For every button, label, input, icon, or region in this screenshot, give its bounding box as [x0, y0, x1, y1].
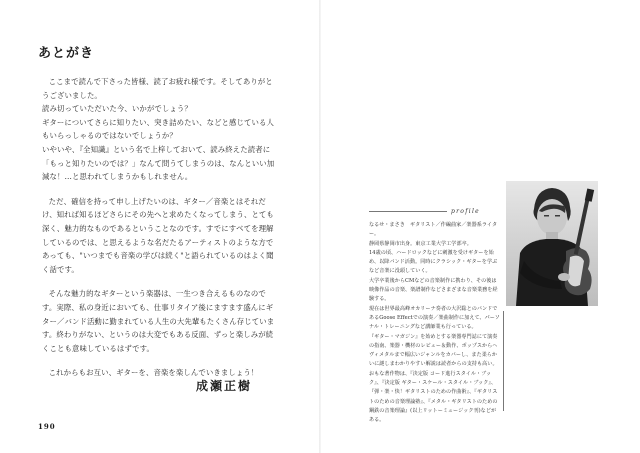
profile-divider — [369, 211, 447, 212]
paragraph-text: ギターについてさらに知りたい、突き詰めたい、などと感じている人もいらっしゃるのではないでしょうか？ — [42, 117, 274, 141]
paragraph-text: いやいや、『全知識』という名で上梓しておいて、読み終えた読者に「もっと知りたいのでは？」なんて問うてしまうのは、なんといい加減な！…と思われてしまうかもしれません。 — [42, 144, 275, 182]
profile-line: 静岡県静岡市出身。東京工業大学工学部卒。 — [369, 240, 472, 247]
profile-text — [369, 221, 501, 426]
profile-line: 『ギター・マガジン』を始めとする楽器専門誌にて演奏の指南、楽器・機材のレビュー＆動作、ポップスからヘヴィメタルまで幅広いジャンルをカバーし、また柔らかいに謎しまわかりやすい解説は読者からの支持も高い。 — [369, 333, 498, 368]
paragraph-text: ここまで読んで下さった皆様、読了お疲れ様です。そしてありがとうございました。 — [42, 77, 273, 100]
profile-line: 大学卒業後からCMなどの音楽制作に携わり、その後は映像作品の音楽、楽譜制作などさまざまな音楽業務を経験する。 — [369, 277, 498, 303]
paragraph-1 — [42, 75, 278, 184]
profile-vertical-rule — [503, 311, 504, 411]
paragraph-3 — [42, 287, 278, 355]
paragraph-text: ただ、確信を持って申し上げたいのは、ギター／音楽とはそれだけ、知れば知るほどさらにその先へと求めたくなってしまう、とても深く、魅力的なものであるということなのです。すでにすべてを理解しているのでは、と思えるような名だたるアーティストのような方であっても、"いつまでも音楽の学びは続く"と語られているのはよく聞く話です。 — [42, 196, 274, 274]
paragraph-text: これからもお互い、ギターを、音楽を楽しんでいきましょう！ — [48, 368, 259, 378]
paragraph-text: そんな魅力的なギターという楽器は、一生つき合えるものなのです。実際、私の身近においても、仕事リタイア後にますます盛んにギター／バンド活動に勤まれている人生の大先輩もたくさん存じています。終わりがない、というのは大変でもある反面、ずっと楽しみが続くことも意味しているはずです。 — [42, 289, 275, 353]
profile-line: おもな著作物は、『決定版 コード進行スタイル・ブック』、『決定版 ギター・スケール・スタイル・ブック』、『弾・楽・快！ギタリストのための作曲術』、『ギタリストのための音楽理論塾』、『メタル・ギタリストのための鋼鉄の音楽理論』(以上リットーミュージック刊)などがある。 — [369, 370, 498, 424]
profile-label: profile — [451, 208, 481, 215]
portrait-illustration — [506, 181, 598, 306]
profile-line: なるせ・まさき ギタリスト／作編曲家／楽器系ライター。 — [369, 222, 498, 238]
author-signature: 成瀬正樹 — [196, 379, 253, 393]
left-page — [0, 0, 319, 453]
page-number: 190 — [38, 422, 56, 431]
right-page — [321, 0, 640, 453]
afterword-body — [42, 75, 278, 391]
paragraph-2 — [42, 195, 278, 277]
guitarist-portrait-photo — [506, 181, 598, 306]
paragraph-text: 読み切っていただいた今、いかがでしょう？ — [42, 104, 192, 114]
afterword-title: あとがき — [38, 46, 95, 61]
profile-line: 14歳の頃、ハードロックなどに刺激を受けギターを始め、以降バンド活動。同時にクラシック・ギターを学ぶなど音楽に没頭していく。 — [369, 249, 498, 275]
profile-line: 現在は世界最高峰オカリーナ奏者の大沢聡とのバンドであるGoose Effectでの演奏／楽曲制作に加えて、パーソナル・トレーニングなど講師業も行っている。 — [369, 305, 500, 331]
